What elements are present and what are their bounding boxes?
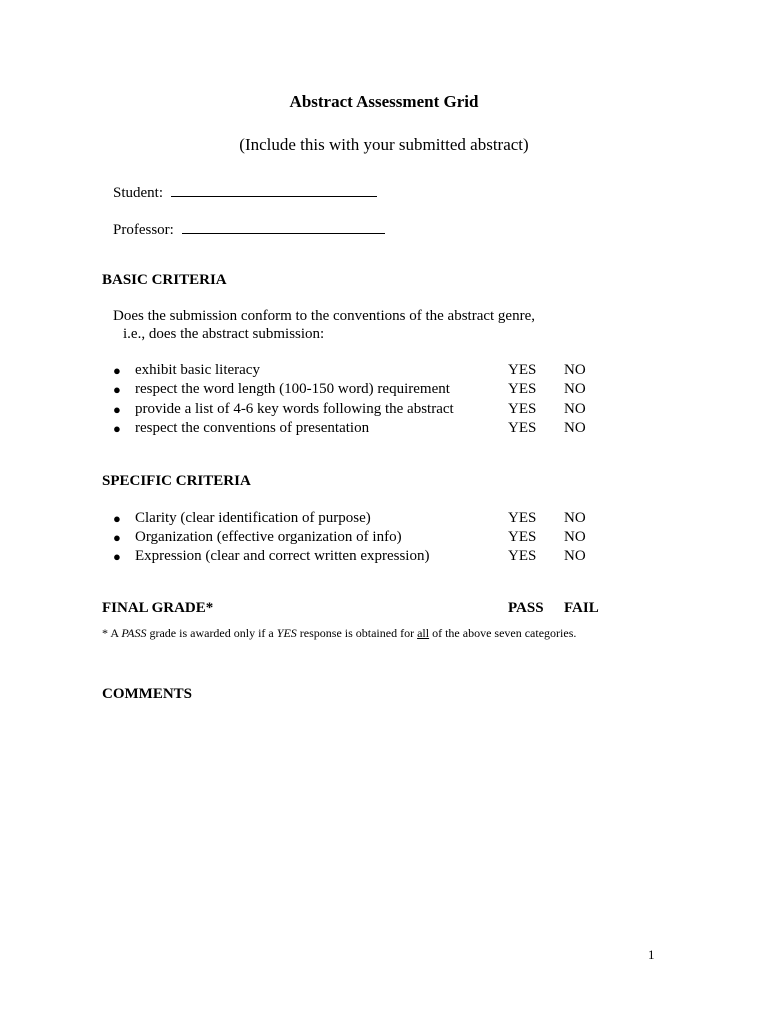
criteria-row <box>113 400 613 419</box>
no-option[interactable]: NO <box>564 529 586 545</box>
document-title: Abstract Assessment Grid <box>289 92 479 111</box>
bullet-icon: ● <box>113 402 121 417</box>
yes-option[interactable]: YES <box>508 510 537 526</box>
criteria-row <box>113 361 613 380</box>
specific-criteria-heading: SPECIFIC CRITERIA <box>102 473 251 489</box>
basic-intro-line1: Does the submission conform to the conventions of the abstract genre, <box>113 308 535 324</box>
basic-criteria-heading: BASIC CRITERIA <box>102 272 227 288</box>
final-grade-label: FINAL GRADE* <box>102 600 214 616</box>
bullet-icon: ● <box>113 530 121 545</box>
criteria-row <box>113 509 613 528</box>
bullet-icon: ● <box>113 421 121 436</box>
yes-option[interactable]: YES <box>508 401 537 417</box>
criteria-row <box>113 419 613 438</box>
no-option[interactable]: NO <box>564 420 586 436</box>
footnote-part4: of the above seven categories. <box>429 626 577 640</box>
criteria-label: respect the conventions of presentation <box>135 420 370 436</box>
fail-option[interactable]: FAIL <box>564 600 599 616</box>
criteria-row <box>113 380 613 399</box>
criteria-label: Expression (clear and correct written expression) <box>135 548 430 564</box>
no-option[interactable]: NO <box>564 362 586 378</box>
criteria-label: Organization (effective organization of info) <box>135 529 402 545</box>
student-field <box>113 182 377 202</box>
page-number: 1 <box>648 947 655 962</box>
footnote-part3: response is obtained for <box>296 626 418 640</box>
basic-intro-line2: i.e., does the abstract submission: <box>123 326 325 342</box>
document-subtitle: (Include this with your submitted abstract) <box>239 135 529 154</box>
criteria-label: exhibit basic literacy <box>135 362 260 378</box>
yes-option[interactable]: YES <box>508 362 537 378</box>
footnote-part2: grade is awarded only if a <box>146 626 277 640</box>
final-grade-row <box>102 600 622 617</box>
bullet-icon: ● <box>113 363 121 378</box>
no-option[interactable]: NO <box>564 510 586 526</box>
criteria-label: respect the word length (100-150 word) requirement <box>135 381 450 397</box>
pass-option[interactable]: PASS <box>508 600 544 616</box>
professor-label: Professor: <box>113 222 174 238</box>
yes-option[interactable]: YES <box>508 381 537 397</box>
yes-option[interactable]: YES <box>508 420 537 436</box>
student-blank-line[interactable] <box>171 182 377 197</box>
footnote-part1: * A <box>102 626 122 640</box>
criteria-row <box>113 547 613 566</box>
footnote-yes-word: YES <box>276 626 297 640</box>
no-option[interactable]: NO <box>564 548 586 564</box>
basic-criteria-intro <box>113 307 535 343</box>
footnote-all-word: all <box>417 626 430 640</box>
comments-heading: COMMENTS <box>102 686 192 702</box>
grade-footnote <box>102 626 576 641</box>
yes-option[interactable]: YES <box>508 548 537 564</box>
no-option[interactable]: NO <box>564 381 586 397</box>
professor-field <box>113 219 385 239</box>
bullet-icon: ● <box>113 549 121 564</box>
criteria-label: Clarity (clear identification of purpose) <box>135 510 371 526</box>
yes-option[interactable]: YES <box>508 529 537 545</box>
criteria-label: provide a list of 4-6 key words following the abstract <box>135 401 454 417</box>
bullet-icon: ● <box>113 382 121 397</box>
criteria-row <box>113 528 613 547</box>
professor-blank-line[interactable] <box>182 219 385 234</box>
student-label: Student: <box>113 185 164 201</box>
footnote-pass-word: PASS <box>121 626 147 640</box>
bullet-icon: ● <box>113 511 121 526</box>
no-option[interactable]: NO <box>564 401 586 417</box>
